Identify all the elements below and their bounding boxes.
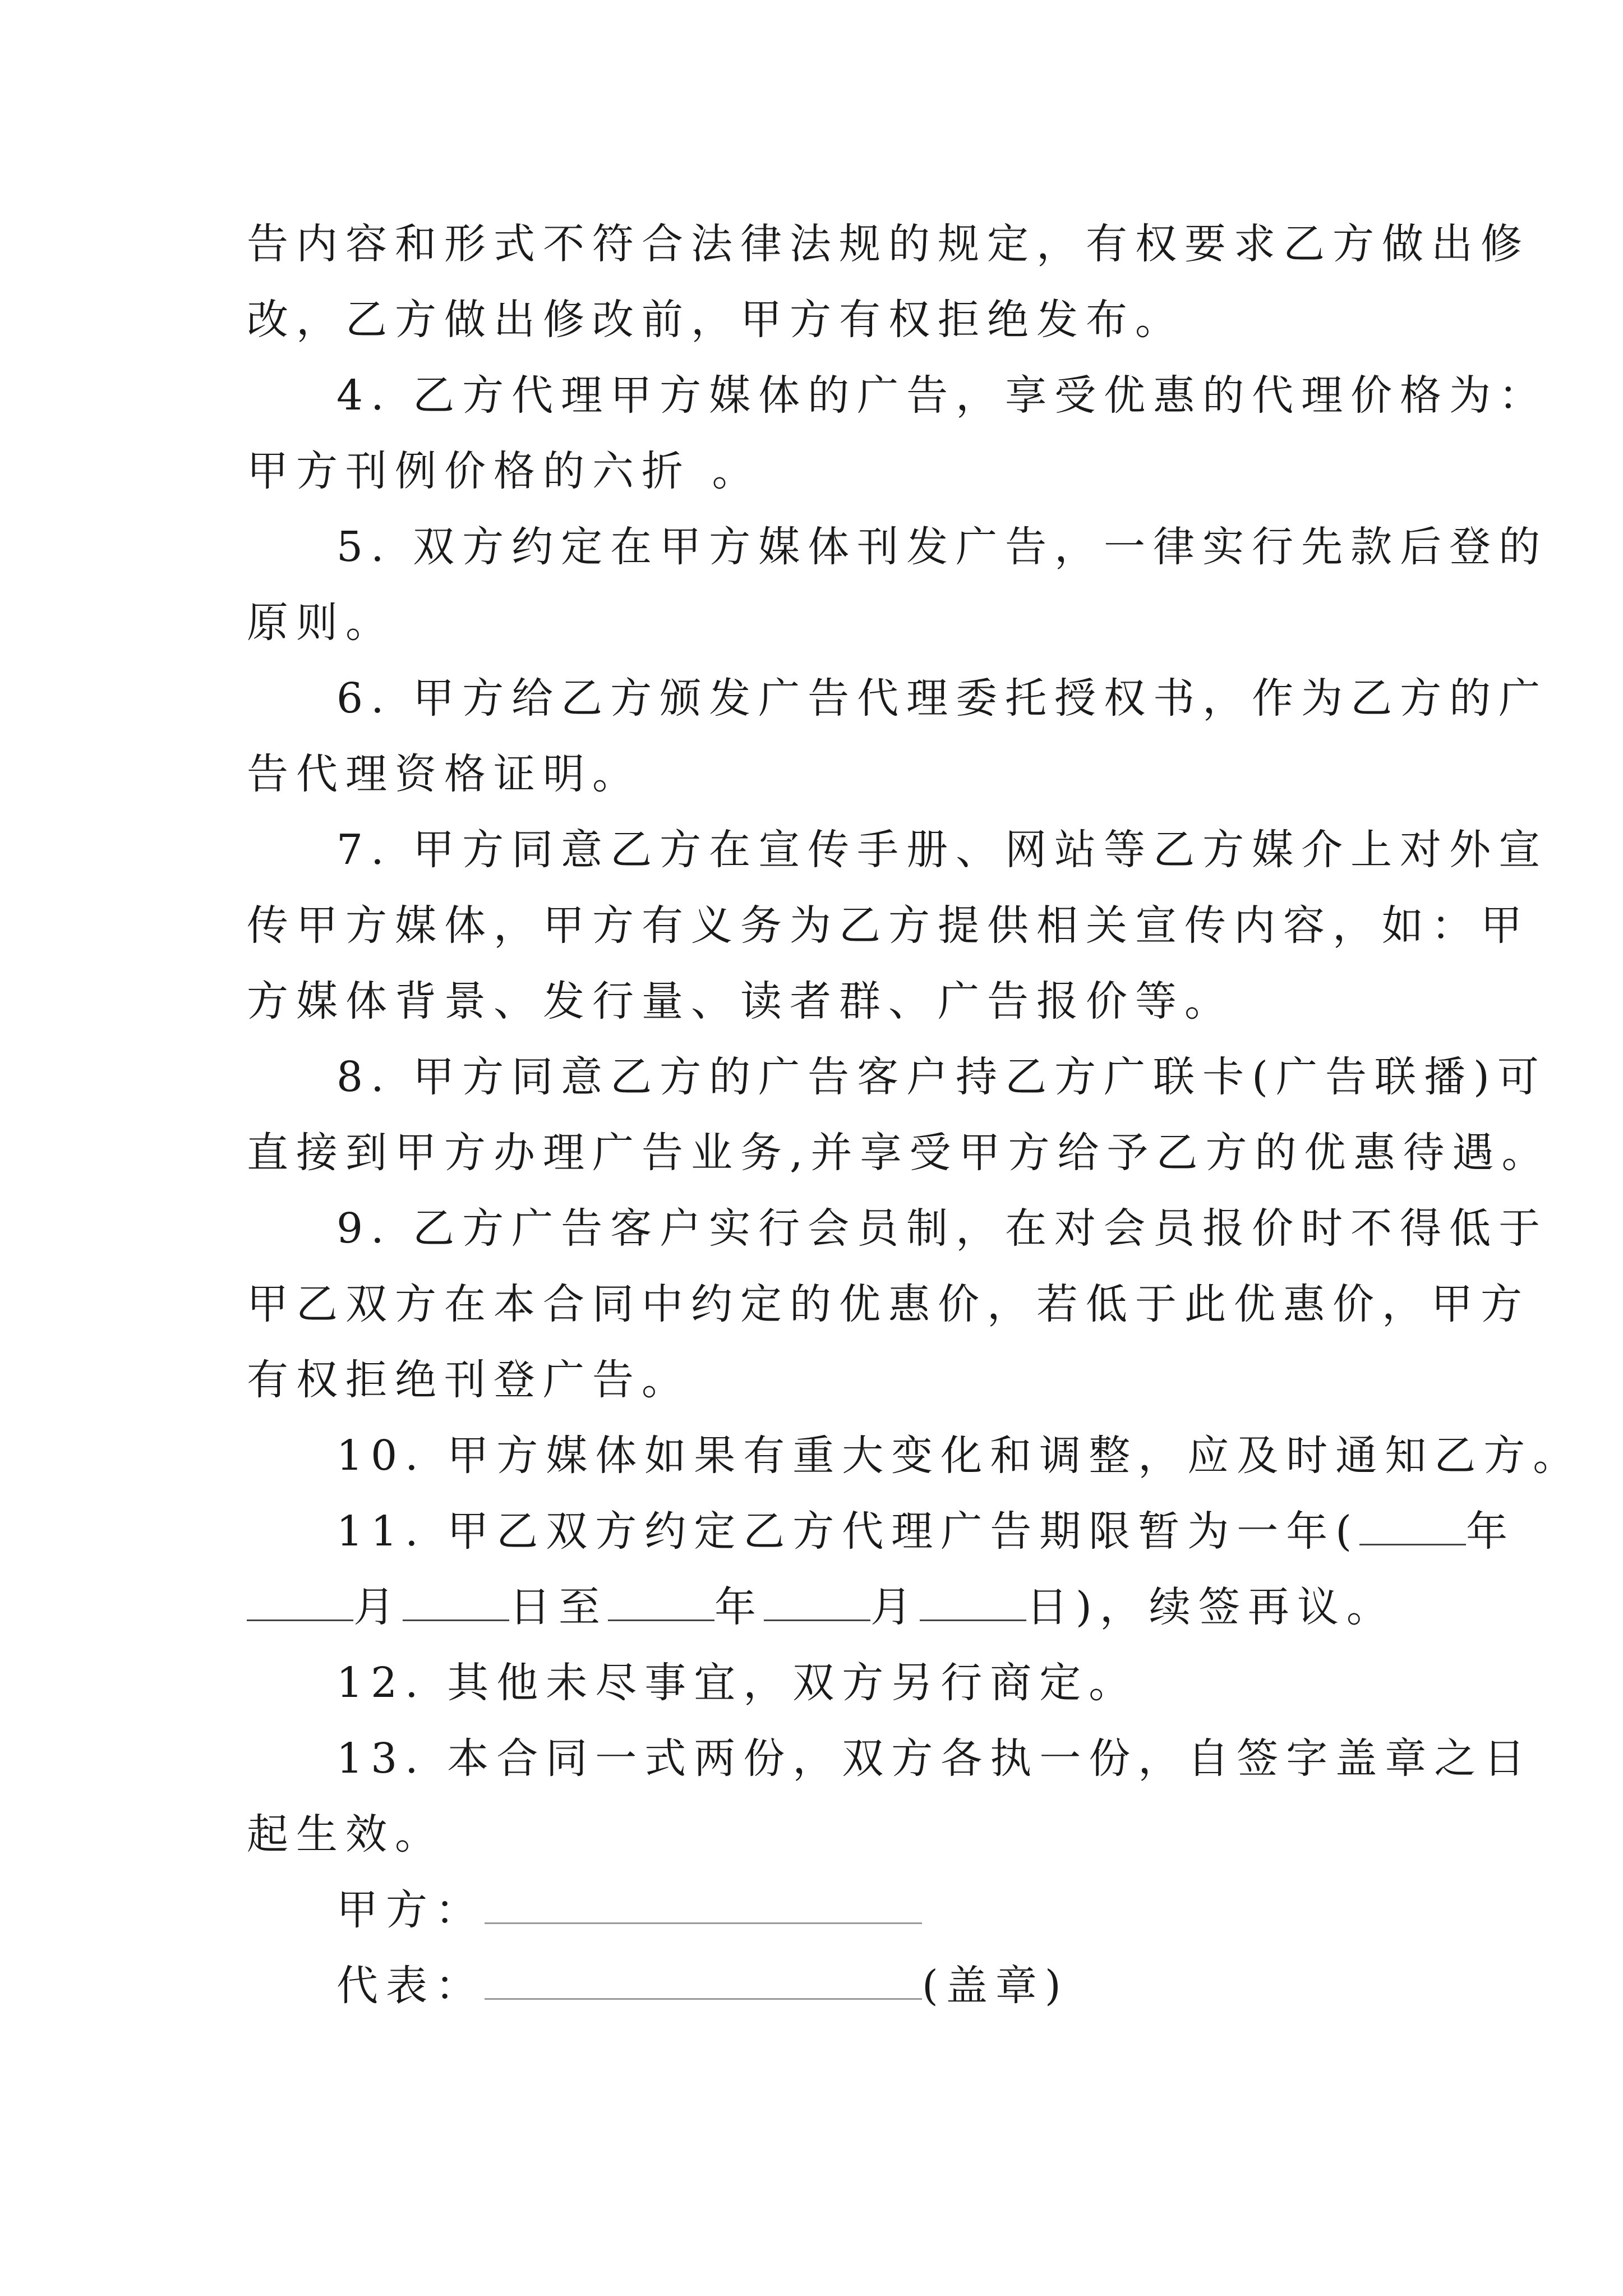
clause-11-text: 11. 甲乙双方约定乙方代理广告期限暂为一年(: [336, 1507, 1360, 1556]
month-blank[interactable]: [247, 1580, 353, 1621]
end-year-blank[interactable]: [608, 1580, 714, 1621]
clause-6-line-2: 告代理资格证明。: [247, 750, 642, 798]
clause-7-line-1: 7. 甲方同意乙方在宣传手册、网站等乙方媒介上对外宣: [336, 826, 1548, 874]
clause-10: 10. 甲方媒体如果有重大变化和调整，应及时通知乙方。: [336, 1432, 1583, 1480]
text-line: 告内容和形式不符合法律法规的规定，有权要求乙方做出修: [247, 220, 1530, 268]
year-blank[interactable]: [1359, 1504, 1466, 1545]
clause-5-line-2: 原则。: [247, 599, 395, 647]
representative-blank[interactable]: [485, 1963, 922, 2000]
clause-4-line-2: 甲方刊例价格的六折 。: [247, 447, 762, 495]
party-a-blank[interactable]: [485, 1888, 922, 1924]
clause-8-line-2: 直接到甲方办理广告业务,并享受甲方给予乙方的优惠待遇。: [247, 1129, 1551, 1177]
year-label: 年: [1466, 1507, 1516, 1556]
clause-8-line-1: 8. 甲方同意乙方的广告客户持乙方广联卡(广告联播)可: [336, 1053, 1547, 1101]
party-a-label: 甲方：: [336, 1886, 485, 1934]
clause-9-line-3: 有权拒绝刊登广告。: [247, 1356, 691, 1404]
end-month-label: 月: [870, 1583, 920, 1631]
clause-13-line-2: 起生效。: [247, 1810, 444, 1858]
clause-7-line-2: 传甲方媒体，甲方有义务为乙方提供相关宣传内容，如：甲: [247, 901, 1530, 950]
clause-4-line-1: 4. 乙方代理甲方媒体的广告，享受优惠的代理价格为：: [336, 371, 1548, 420]
party-a-signature-line: [336, 1882, 922, 1938]
end-month-blank[interactable]: [764, 1580, 870, 1621]
month-label: 月: [353, 1583, 403, 1631]
clause-12: 12. 其他未尽事宜，双方另行商定。: [336, 1659, 1138, 1707]
representative-signature-line: [336, 1958, 1069, 2014]
representative-label: 代表：: [336, 1962, 485, 2010]
end-day-blank[interactable]: [920, 1580, 1026, 1621]
clause-11-line-2: [247, 1579, 1396, 1635]
clause-13-line-1: 13. 本合同一式两份，双方各执一份，自签字盖章之日: [336, 1734, 1533, 1783]
clause-9-line-1: 9. 乙方广告客户实行会员制，在对会员报价时不得低于: [336, 1204, 1548, 1253]
clause-5-line-1: 5. 双方约定在甲方媒体刊发广告，一律实行先款后登的: [336, 523, 1548, 571]
clause-11-line-1: [336, 1503, 1515, 1559]
text-line: 改，乙方做出修改前，甲方有权拒绝发布。: [247, 296, 1184, 344]
end-year-label: 年: [714, 1583, 764, 1631]
day-to-label: 日至: [509, 1583, 608, 1631]
clause-9-line-2: 甲乙双方在本合同中约定的优惠价，若低于此优惠价，甲方: [247, 1280, 1530, 1328]
clause-7-line-3: 方媒体背景、发行量、读者群、广告报价等。: [247, 977, 1234, 1025]
end-day-label: 日)，续签再议。: [1026, 1583, 1396, 1631]
seal-label: (盖章): [922, 1962, 1069, 2010]
day-blank[interactable]: [403, 1580, 509, 1621]
clause-6-line-1: 6. 甲方给乙方颁发广告代理委托授权书，作为乙方的广: [336, 674, 1548, 723]
